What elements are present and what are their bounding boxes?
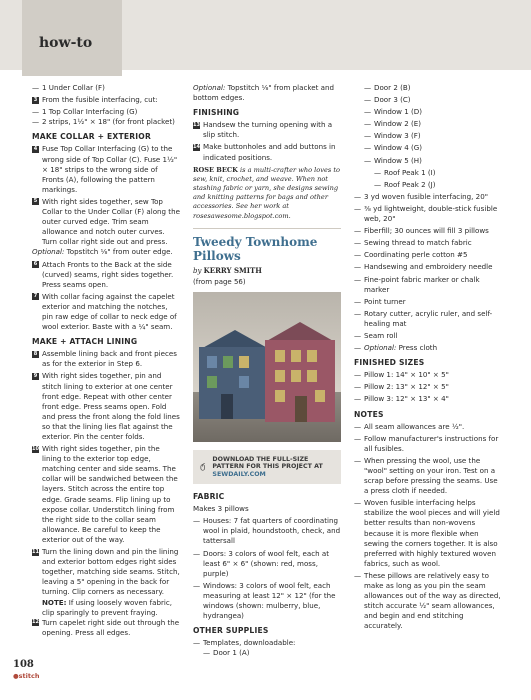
magazine-dot-icon: ● (13, 672, 19, 680)
column-3 (354, 83, 504, 634)
column-1 (32, 83, 180, 640)
project-title: Tweedy Townhome Pillows (193, 234, 318, 263)
list-item: — Houses: 7 fat quarters of coordinating wool in plaid, houndstooth, check, and tattersall (193, 516, 341, 546)
optional-topstitch: Optional: Topstitch ⅛" from placket and bottom edges. (193, 83, 334, 103)
list-item: — Door 3 (C) (364, 95, 411, 105)
list-item: — Windows: 3 colors of wool felt, each measuring at least 12" × 12" (for the windows (shown: mulberry, blue, hydrangea) (193, 580, 336, 621)
list-item: — These pillows are relatively easy to make as long as you pin the seam allowances out of the way as directed, stitch accurate ½" seam allowances, and begin and end stitching accurately. (354, 570, 501, 631)
column-2 (193, 83, 341, 658)
step-11: 11 Turn the lining down and pin the lining and exterior bottom edges right sides together, matching side seams. Stitch, leaving a 5" opening in the back for turning. Clip corners as necessary. NOTE: If using loosely woven fabric, clip sparingly to prevent fraying. (32, 547, 180, 617)
makes-count: Makes 3 pillows (193, 504, 249, 514)
pillows-photo (193, 292, 341, 442)
list-item: — Seam roll (354, 330, 398, 340)
step-9: 9 With right sides together, pin and stitch lining to exterior at one center front edge. Repeat with other center front edge. Press seams open. Fold and press the front along the fold lines so that the lining lies flat against the exterior. Pin the center folds. (33, 371, 180, 441)
list-item: — Rotary cutter, acrylic ruler, and self-healing mat (354, 308, 493, 328)
step-5-optional: Optional: Topstitch ⅛" from outer edge. (32, 247, 173, 257)
step-10: 10 With right sides together, pin the lining to the exterior top edge, matching center and side seams. The collar will be sandwiched between the layers. Stitch across the entire top edge. Grade seams. Flip lining up to expose collar. Understitch lining from the right side to the collar seam allowance. Be careful to keep the exterior out of the way. (32, 444, 178, 544)
list-item: — Handsewing and embroidery needle (354, 262, 493, 272)
divider (193, 228, 341, 229)
list-item: — Follow manufacturer's instructions for all fusibles. (354, 433, 499, 453)
section-title: how-to (39, 35, 93, 51)
download-link[interactable]: SEWDAILY.COM (212, 470, 266, 478)
step-14: 14 Make buttonholes and add buttons in indicated positions. (193, 142, 336, 162)
list-item: — 2 strips, 1½" × 18" (for front placket) (32, 117, 175, 127)
step-8: 8 Assemble lining back and front pieces as for the exterior in Step 6. (33, 349, 177, 369)
step-12: 12 Turn capelet right side out through the opening. Press all edges. (32, 617, 180, 637)
heading-other-supplies: OTHER SUPPLIES (193, 626, 269, 636)
heading-finishing: FINISHING (193, 108, 240, 118)
list-item: — Coordinating perle cotton #5 (354, 250, 468, 260)
list-item: — Point turner (354, 296, 406, 306)
magazine-name: ●stitch (13, 672, 40, 680)
author-bio: ROSE BECK is a multi-crafter who loves to sew, knit, crochet, and weave. When not stashing fabric or yarn, she designs sewing and knitting patterns for bags and other accessories. See her work at rosesawesome.blogspot.com. (193, 165, 340, 220)
list-item: — Optional: Press cloth (354, 343, 438, 353)
step-13: 13 Handsew the turning opening with a slip stitch. (193, 120, 333, 140)
download-text: DOWNLOAD THE FULL-SIZE PATTERN FOR THIS PROJECT AT SEWDAILY.COM (212, 455, 323, 478)
list-item: — All seam allowances are ½". (354, 421, 465, 431)
step-4: 4 Fuse Top Collar Interfacing (G) to the wrong side of Top Collar (C). Fuse 1½" × 18" strips to the wrong side of Fronts (A), following the pattern markings. (33, 144, 178, 194)
page-number: 108 (13, 659, 34, 670)
list-item: — Roof Peak 2 (J) (374, 179, 436, 189)
list-item: — Door 2 (B) (364, 83, 411, 92)
list-item: — Window 1 (D) (364, 107, 422, 117)
from-page: (from page 56) (193, 277, 246, 286)
list-item: — Pillow 3: 12" × 13" × 4" (354, 394, 449, 404)
step-3: 3 From the fusible interfacing, cut: (33, 95, 158, 105)
heading-finished-sizes: FINISHED SIZES (354, 358, 425, 368)
mouse-icon (199, 459, 206, 475)
list-item: — 1 Top Collar Interfacing (G) (32, 107, 138, 117)
heading-make-collar: MAKE COLLAR + EXTERIOR (32, 132, 152, 142)
list-item: — Roof Peak 1 (I) (374, 167, 436, 177)
heading-notes: NOTES (354, 409, 384, 419)
list-item: — Window 3 (F) (364, 131, 421, 141)
heading-fabric: FABRIC (193, 492, 225, 502)
list-item: — ⅜ yd lightweight, double-stick fusible web, 20" (354, 203, 498, 224)
step-6: 6 Attach Fronts to the Back at the side (curved) seams, right sides together. Press seams open. (33, 259, 174, 289)
list-item: — 1 Under Collar (F) (32, 83, 105, 92)
list-item: — Window 4 (G) (364, 143, 423, 153)
list-item: — When pressing the wool, use the "wool" setting on your iron. Test on a scrap before pressing the seams. Use a press cloth if needed. (354, 455, 498, 496)
list-item: — Doors: 3 colors of wool felt, each at least 6" × 6" (shown: red, moss, purple) (193, 548, 330, 578)
list-item: — Pillow 2: 13" × 12" × 5" (354, 382, 449, 392)
list-item: — 3 yd woven fusible interfacing, 20" (354, 191, 488, 201)
list-item: — Fine-point fabric marker or chalk marker (354, 274, 480, 294)
heading-make-lining: MAKE + ATTACH LINING (32, 337, 138, 347)
step-5: 5 With right sides together, sew Top Collar to the Under Collar (F) along the outer curved edge. Trim seam allowance and notch outer curves. Turn collar right side out and press. (33, 196, 180, 247)
list-item: — Window 5 (H) (364, 155, 422, 165)
list-item: — Pillow 1: 14" × 10" × 5" (354, 370, 449, 380)
download-callout[interactable] (193, 450, 341, 484)
byline: by KERRY SMITH (193, 265, 262, 275)
list-item: — Door 1 (A) (203, 648, 250, 658)
list-item: — Templates, downloadable: (193, 638, 296, 648)
list-item: — Fiberfill; 30 ounces will fill 3 pillows (354, 226, 489, 236)
step-7: 7 With collar facing against the capelet exterior and matching the notches, pin raw edge of collar to neck edge of wool exterior. Baste with a ¼" seam. (33, 291, 177, 332)
list-item: — Woven fusible interfacing helps stabilize the wool pieces and will yield better results than non-wovens because it is more flexible when sewing the corners together. It is also preferred with highly textured woven fabrics, such as wool. (354, 498, 500, 568)
list-item: — Sewing thread to match fabric (354, 238, 472, 248)
list-item: — Window 2 (E) (364, 119, 422, 129)
